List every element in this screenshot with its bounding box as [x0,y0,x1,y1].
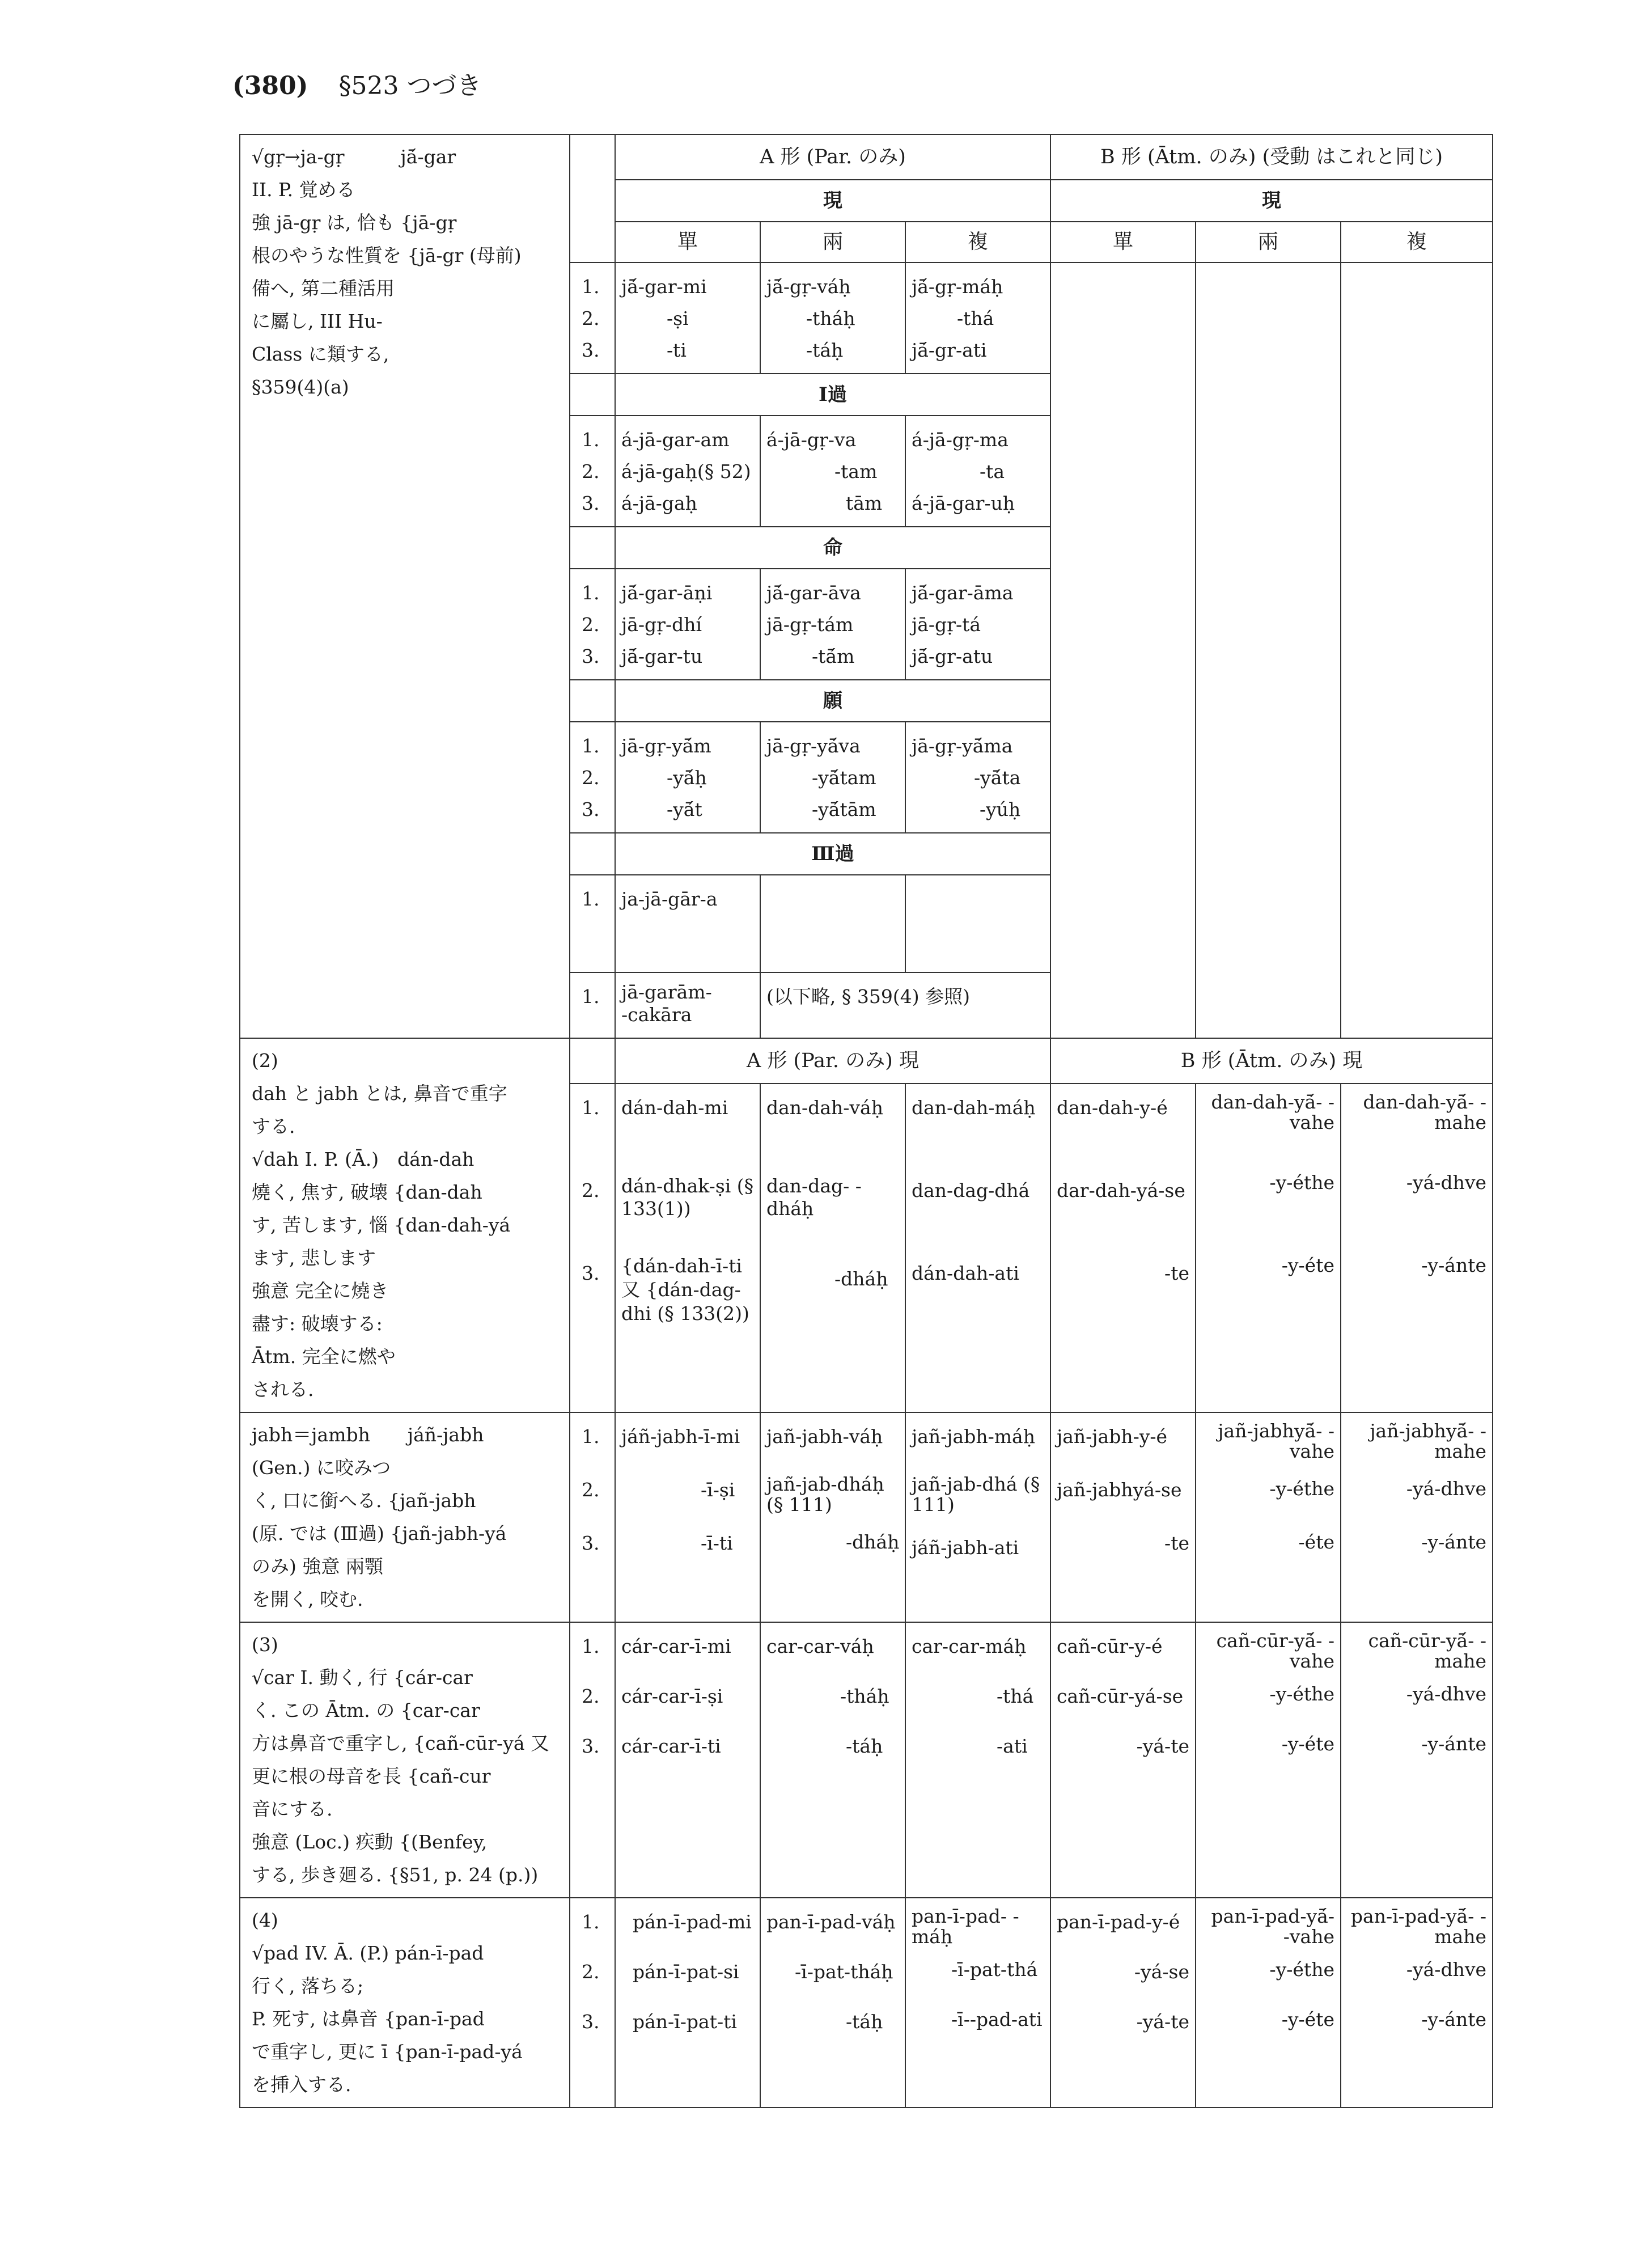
car-b-dual [1196,1622,1341,1898]
table-text: jañ-jabh-y-é [1057,1425,1168,1448]
table-text: 3. [582,645,600,667]
table-text: jā́-gar-tu [621,645,703,667]
dah-a-singular [615,1084,760,1412]
table-text: -yúḥ [980,798,1021,820]
table-text: 燒く, 焦す, 破壊 {dan-dah [252,1181,482,1203]
table-text: -tháḥ [840,1685,889,1707]
table-text: 3. [582,1262,600,1284]
table-text: II. P. 覚める [252,179,355,201]
table-text: dan-dag-dhá [912,1179,1030,1201]
table-text: jā-gṛ-yā́ma [912,735,1013,757]
table-text: jañ-jab-dhá (§ 111) [912,1473,1040,1516]
jabh-a-plural [905,1412,1050,1622]
table-text: dán-dah-ati [912,1262,1019,1284]
table-text: √dah I. P. (Ā.) dán-dah [252,1148,474,1170]
dah-b-plural [1341,1084,1493,1412]
table-text: -yá-te [1136,2011,1189,2033]
table-text: jā-gṛ-tám [766,613,854,636]
table-text: jā́-gr-atu [912,645,993,667]
table-text: √gṛ→ja-gṛ jā́-gar [252,146,456,168]
jabh-b-plural [1341,1412,1493,1622]
table-text: 2. [582,1961,600,1983]
table-text: 方は鼻音で重字し, {cañ-cūr-yá 又 [252,1732,550,1754]
table-text: -tháḥ [806,307,855,329]
mood-imperfect: Ⅰ過 [615,374,1050,416]
table-text: 1. [582,1635,600,1657]
jagr-imperfect-singular [615,416,760,527]
table-text: dan-dag- -dháḥ [766,1175,862,1220]
person-numbers [570,263,615,374]
table-text: -táḥ [806,339,844,361]
mood-present-a: 現 [615,180,1050,222]
table-text: -y-éthe [1269,1958,1334,1981]
table-text: á-jā-gar-uḥ [912,492,1015,514]
table-text: tām [846,492,883,514]
table-text: jā-gṛ-yā́va [766,735,861,757]
table-text: -dháḥ [834,1268,888,1290]
table-text: 1. [582,735,600,757]
table-text: 強意 完全に燒き [252,1280,389,1302]
table-text: dan-dah-váḥ [766,1097,883,1119]
table-text: を挿入する. [252,2074,351,2096]
entry-dah [240,1038,570,1412]
car-b-plural [1341,1622,1493,1898]
table-text: jáñ-jabh-ati [912,1537,1019,1559]
table-text: á-jā-gaḥ(§ 52) [621,460,751,483]
car-a-singular [615,1622,760,1898]
mood-optative: 願 [615,680,1050,722]
table-text: jañ-jabh-máḥ [912,1425,1035,1448]
table-text: -yā́ta [974,767,1021,789]
table-text: -yá-dhve [1406,1171,1487,1194]
car-a-plural [905,1622,1050,1898]
table-text: -ī--pad-ati [951,2008,1043,2030]
header-a-form-present: A 形 (Par. のみ) 現 [615,1038,1050,1084]
table-text: -te [1164,1532,1189,1554]
table-text: -yā́tām [812,798,876,820]
section-title: §523 つづき [338,71,482,100]
table-text: -tā́m [812,645,855,667]
header-a-form: A 形 (Par. のみ) [615,134,1050,180]
table-text: 2. [582,1479,600,1501]
table-text: -yá-dhve [1406,1478,1487,1500]
table-text: jañ-jab-dháḥ (§ 111) [766,1473,884,1516]
table-text: -yá-te [1136,1735,1189,1757]
num-singular: 單 [615,222,760,263]
table-text: pan-ī-pad- -máḥ [912,1905,1019,1948]
dah-b-dual [1196,1084,1341,1412]
person-numbers [570,1898,615,2108]
table-text: dán-dhak-ṣi (§ 133(1)) [621,1175,754,1220]
table-text: ます, 悲します [252,1247,376,1269]
table-text: {dán-dah-ī-ti 又 {dán-dag-dhi (§ 133(2)) [621,1255,749,1325]
table-text: -yā́t [667,798,702,820]
table-text: -ī-ṣi [701,1479,735,1501]
table-text: -yá-se [1134,1961,1189,1983]
table-text: 3. [582,2011,600,2033]
table-text: jā-gṛ-yā́m [621,735,711,757]
table-text: く. この Ātm. の {car-car [252,1699,480,1721]
table-text: -tam [834,460,878,483]
table-text: 1. [582,276,600,298]
table-text: ja-jā-gār-a [621,888,718,910]
person-numbers [570,875,615,972]
table-text: dan-dah-máḥ [912,1097,1036,1119]
table-text: (3) [252,1634,278,1656]
table-text: 1. [582,1097,600,1119]
jabh-b-dual [1196,1412,1341,1622]
table-text: jañ-jabhyā́- -vahe [1218,1420,1334,1462]
table-text: §359(4)(a) [252,376,349,398]
table-text: -y-ánte [1421,1254,1487,1276]
table-text: 1. [582,582,600,604]
person-numbers [570,972,615,1038]
jabh-a-dual [760,1412,905,1622]
table-text: dah と jabh とは, 鼻音で重字 [252,1082,507,1105]
person-numbers [570,569,615,680]
jabh-b-singular [1050,1412,1196,1622]
person-numbers [570,1084,615,1412]
table-text: 1. [582,985,600,1008]
table-text: P. 死す, は鼻音 {pan-ī-pad [252,2008,485,2030]
table-text: する. [252,1115,295,1137]
table-text: (Gen.) に咬みつ [252,1457,391,1479]
table-text: dan-dah-yā́- -mahe [1363,1091,1487,1133]
jagr-periphrastic: jā-garām- -cakāra [615,972,760,1038]
entry-car [240,1622,570,1898]
table-text: á-jā-gṛ-ma [912,429,1009,451]
table-text: -ṣi [667,307,689,329]
table-text: car-car-máḥ [912,1635,1027,1657]
table-text: -dháḥ [846,1531,900,1553]
jagr-imperative-dual [760,569,905,680]
table-text: -y-éte [1281,1254,1334,1276]
table-text: pan-ī-pad-váḥ [766,1911,896,1933]
table-text: -y-ánte [1421,1531,1487,1553]
jagr-imperative-singular [615,569,760,680]
car-a-dual [760,1622,905,1898]
table-text: -te [1164,1262,1189,1284]
pad-a-dual [760,1898,905,2108]
table-text: jā-gṛ-dhí [621,613,702,636]
table-text: -yá-dhve [1406,1958,1487,1981]
table-text: dan-dah-yā́- -vahe [1211,1091,1334,1133]
table-text: dán-dah-mi [621,1097,728,1119]
num-dual: 兩 [1196,222,1341,263]
table-text: á-jā-gṛ-va [766,429,857,451]
jagr-imperfect-dual [760,416,905,527]
table-text: く, 口に銜へる. {jañ-jabh [252,1490,476,1512]
table-text: 根のやうな性質を {jā-gr (母前) [252,244,522,266]
table-text: 1. [582,1425,600,1448]
person-numbers [570,416,615,527]
table-text: 3. [582,798,600,820]
jagr-present-dual [760,263,905,374]
table-text: 2. [582,1685,600,1707]
table-text: -y-ánte [1421,1733,1487,1755]
table-text: -yā́tam [812,767,876,789]
table-text: -y-éte [1281,2008,1334,2030]
table-text: jā́-gr-ati [912,339,987,361]
table-text: jañ-jabh-váḥ [766,1425,883,1448]
table-text: 1. [582,1911,600,1933]
table-text: pán-ī-pad-mi [633,1911,752,1933]
table-text: 盡す: 破壊する: [252,1313,383,1335]
jagr-present-plural [905,263,1050,374]
table-text: jañ-jabhyā́- -mahe [1370,1420,1487,1462]
table-text: -y-éte [1281,1733,1334,1755]
table-text: 2. [582,1179,600,1201]
page-header [232,65,481,101]
pad-b-singular [1050,1898,1196,2108]
table-text: (以下略, § 359(4) 参照) [766,985,970,1008]
table-text: Class に類する, [252,343,389,365]
table-text: 2. [582,613,600,636]
table-text: -ta [980,460,1005,483]
jagr-optative-plural [905,722,1050,833]
table-text: -ī-pat-thá [951,1958,1038,1981]
table-text: す, 苦します, 惱 {dan-dah-yá [252,1214,511,1236]
table-text: 3. [582,1735,600,1757]
table-text: √car I. 動く, 行 {cár-car [252,1666,473,1689]
mood-perfect: Ⅲ過 [615,833,1050,875]
table-text: 音にする. [252,1798,333,1820]
table-text: 更に根の母音を長 {cañ-cur [252,1765,491,1787]
table-text: 2. [582,767,600,789]
pad-a-singular [615,1898,760,2108]
pad-a-plural [905,1898,1050,2108]
table-text: jañ-jabhyá-se [1057,1479,1182,1501]
table-text: jā́-gṛ-máḥ [912,276,1003,298]
table-text: 強意 (Loc.) 疾動 {(Benfey, [252,1831,488,1853]
table-text: 3. [582,339,600,361]
table-text: 強 jā-gṛ は, 恰も {jā-gṛ [252,211,457,234]
pad-b-dual [1196,1898,1341,2108]
jagr-optative-singular [615,722,760,833]
table-text: する, 歩き廻る. {§51, p. 24 (p.)) [252,1864,539,1886]
jagr-optative-dual [760,722,905,833]
table-text: jā-gṛ-tá [912,613,981,636]
table-text: -ati [997,1735,1028,1757]
num-singular: 單 [1050,222,1196,263]
table-text: -yā́ḥ [667,767,707,789]
table-text: 1. [582,429,600,451]
table-text: (2) [252,1050,278,1072]
num-plural: 複 [1341,222,1493,263]
table-text: -y-éthe [1269,1683,1334,1705]
table-text: -thá [997,1685,1034,1707]
table-text: を開く, 咬む. [252,1588,363,1610]
table-text: される. [252,1378,314,1400]
table-text: pan-ī-pad-yā́- -mahe [1350,1905,1487,1948]
table-text: 備へ, 第二種活用 [252,277,395,299]
mood-present-b: 現 [1050,180,1493,222]
table-text: -y-ánte [1421,2008,1487,2030]
table-text: -ī-ti [701,1532,733,1554]
table-text: dan-dah-y-é [1057,1097,1168,1119]
table-text: pan-ī-pad-y-é [1057,1911,1180,1933]
jagr-present-singular [615,263,760,374]
num-plural: 複 [905,222,1050,263]
table-text: (4) [252,1909,278,1931]
jagr-periphrastic-note [760,972,1050,1038]
mood-imperative: 命 [615,527,1050,569]
car-b-singular [1050,1622,1196,1898]
table-text: cañ-cūr-yá-se [1057,1685,1184,1707]
table-text: -éte [1298,1531,1334,1553]
table-text: に屬し, III Hu- [252,310,383,332]
table-text: jā́-gar-mi [621,276,707,298]
table-text: で重字し, 更に ī {pan-ī-pad-yá [252,2041,523,2063]
person-numbers [570,1412,615,1622]
table-text: cañ-cūr-yā́- -vahe [1216,1630,1334,1672]
table-text: jā́-gar-āma [912,582,1014,604]
conjugation-table [239,134,1493,2108]
table-text: cár-car-ī-ti [621,1735,721,1757]
header-b-form: B 形 (Ātm. のみ) (受動 はこれと同じ) [1050,134,1493,180]
jagr-imperative-plural [905,569,1050,680]
table-text: -táḥ [846,2011,883,2033]
table-text: -thá [957,307,994,329]
jabh-a-singular [615,1412,760,1622]
table-text: -y-éthe [1269,1171,1334,1194]
table-text: cár-car-ī-ṣi [621,1685,723,1707]
table-text: jā́-gar-āṇi [621,582,713,604]
header-b-form-present: B 形 (Ātm. のみ) 現 [1050,1038,1493,1084]
table-text: 行く, 落ちる; [252,1975,364,1997]
dah-b-singular [1050,1084,1196,1412]
dah-a-plural [905,1084,1050,1412]
table-text: car-car-váḥ [766,1635,874,1657]
table-text: pan-ī-pad-yā́- -vahe [1211,1905,1334,1948]
table-text: jā́-gar-āva [766,582,861,604]
table-text: pán-ī-pat-si [633,1961,739,1983]
table-text: -ti [667,339,687,361]
entry-jagr [240,134,570,1038]
table-text: cañ-cūr-yā́- -mahe [1368,1630,1487,1672]
table-text: á-jā-gaḥ [621,492,697,514]
table-text: -táḥ [846,1735,883,1757]
table-text: jáñ-jabh-ī-mi [621,1425,740,1448]
table-text: √pad IV. Ā. (P.) pán-ī-pad [252,1942,484,1964]
table-text: pán-ī-pat-ti [633,2011,737,2033]
table-text: cár-car-ī-mi [621,1635,731,1657]
dah-a-dual [760,1084,905,1412]
table-text: 1. [582,888,600,910]
pad-b-plural [1341,1898,1493,2108]
table-text: cañ-cūr-y-é [1057,1635,1163,1657]
entry-jabh [240,1412,570,1622]
table-text: 2. [582,307,600,329]
table-text: jā́-gṛ-váḥ [766,276,851,298]
person-numbers [570,1622,615,1898]
table-text: -yá-dhve [1406,1683,1487,1705]
jagr-perfect [615,875,760,972]
table-text: jabh＝jambh jáñ-jabh [252,1424,484,1446]
table-text: á-jā-gar-am [621,429,730,451]
table-text: 3. [582,1532,600,1554]
page-number: (380) [232,71,308,100]
num-dual: 兩 [760,222,905,263]
entry-pad [240,1898,570,2108]
table-text: -ī-pat-tháḥ [795,1961,893,1983]
table-text: -y-éthe [1269,1478,1334,1500]
table-text: Ātm. 完全に燃や [252,1345,396,1368]
table-text: 2. [582,460,600,483]
person-numbers [570,722,615,833]
table-text: 3. [582,492,600,514]
jagr-imperfect-plural [905,416,1050,527]
table-text: (原. では (Ⅲ過) {jañ-jabh-yá [252,1522,507,1545]
table-text: のみ) 強意 兩顎 [252,1555,383,1577]
table-text: dar-dah-yá-se [1057,1179,1185,1201]
